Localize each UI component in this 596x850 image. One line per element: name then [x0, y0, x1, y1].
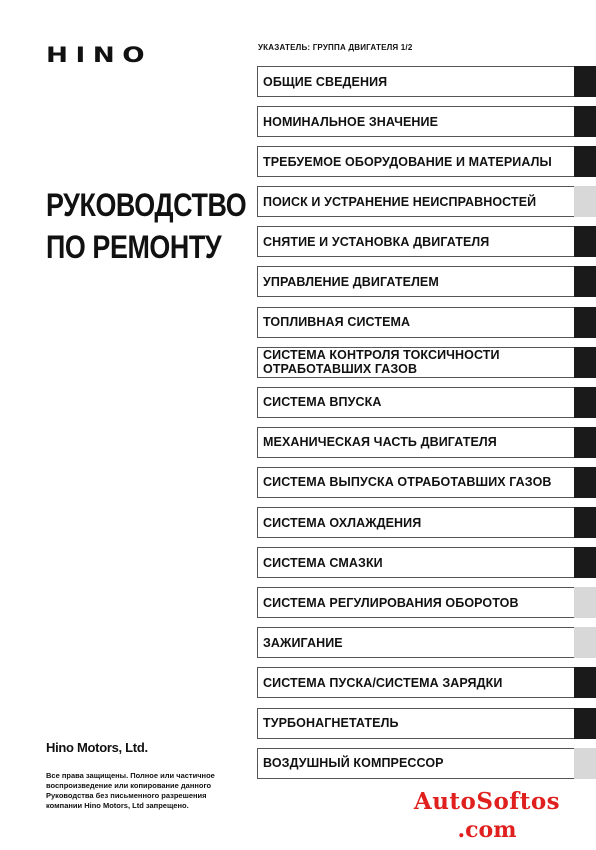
- section-tab-marker: [574, 106, 596, 137]
- copyright-notice: Все права защищены. Полное или частичное воспроизведение или копирование данного Руководства без письменного разрешения компании Hino Motors, Ltd запрещено.: [46, 771, 215, 810]
- toc-item-label: УПРАВЛЕНИЕ ДВИГАТЕЛЕМ: [263, 274, 439, 289]
- toc-item-label: ВОЗДУШНЫЙ КОМПРЕССОР: [263, 756, 444, 771]
- hino-logo: HINO: [46, 43, 153, 67]
- watermark-line2: .com: [457, 817, 517, 843]
- toc-item-label: ТРЕБУЕМОЕ ОБОРУДОВАНИЕ И МАТЕРИАЛЫ: [263, 154, 552, 169]
- manual-title-line1: РУКОВОДСТВО: [46, 187, 247, 223]
- section-tab-marker: [574, 186, 596, 217]
- toc-item-label: ОБЩИЕ СВЕДЕНИЯ: [263, 74, 388, 89]
- toc-item-label: МЕХАНИЧЕСКАЯ ЧАСТЬ ДВИГАТЕЛЯ: [263, 435, 497, 450]
- section-tab-marker: [574, 307, 596, 338]
- company-name: Hino Motors, Ltd.: [46, 740, 148, 755]
- toc-item-label: СИСТЕМА ПУСКА/СИСТЕМА ЗАРЯДКИ: [263, 675, 503, 690]
- toc-item-label: ТОПЛИВНАЯ СИСТЕМА: [263, 315, 411, 330]
- toc-item[interactable]: [257, 667, 596, 698]
- section-tab-marker: [574, 66, 596, 97]
- toc-item-label: ПОИСК И УСТРАНЕНИЕ НЕИСПРАВНОСТЕЙ: [263, 194, 537, 209]
- toc-item-label: НОМИНАЛЬНОЕ ЗНАЧЕНИЕ: [263, 114, 439, 129]
- section-tab-marker: [574, 748, 596, 779]
- toc-item[interactable]: [257, 186, 596, 217]
- manual-title: [46, 184, 246, 268]
- section-tab-marker: [574, 427, 596, 458]
- toc-item-label: СНЯТИЕ И УСТАНОВКА ДВИГАТЕЛЯ: [263, 234, 490, 249]
- toc-item[interactable]: [257, 146, 596, 177]
- section-tab-marker: [574, 467, 596, 498]
- section-tab-marker: [574, 547, 596, 578]
- toc-item-label: ЗАЖИГАНИЕ: [263, 635, 343, 650]
- watermark-line1: AutoSoftos: [413, 788, 561, 815]
- section-tab-marker: [574, 667, 596, 698]
- section-tab-marker: [574, 146, 596, 177]
- toc-item-label: СИСТЕМА ОХЛАЖДЕНИЯ: [263, 515, 422, 530]
- toc-item[interactable]: [257, 547, 596, 578]
- index-caption: УКАЗАТЕЛЬ: ГРУППА ДВИГАТЕЛЯ 1/2: [258, 43, 413, 52]
- section-tab-marker: [574, 627, 596, 658]
- toc-item[interactable]: [257, 507, 596, 538]
- section-tab-marker: [574, 507, 596, 538]
- toc-item[interactable]: [257, 748, 596, 779]
- watermark: [392, 788, 582, 844]
- toc-item-label: СИСТЕМА СМАЗКИ: [263, 555, 383, 570]
- toc-item[interactable]: [257, 387, 596, 418]
- toc-item-label: СИСТЕМА ВПУСКА: [263, 395, 382, 410]
- toc-item[interactable]: [257, 266, 596, 297]
- toc-item[interactable]: [257, 226, 596, 257]
- table-of-contents: [257, 66, 596, 788]
- toc-item-label: СИСТЕМА КОНТРОЛЯ ТОКСИЧНОСТИ ОТРАБОТАВШИХ ГАЗОВ: [263, 348, 500, 377]
- toc-item[interactable]: [257, 307, 596, 338]
- manual-title-line2: ПО РЕМОНТУ: [46, 229, 222, 265]
- toc-item[interactable]: [257, 587, 596, 618]
- section-tab-marker: [574, 347, 596, 378]
- section-tab-marker: [574, 587, 596, 618]
- toc-item[interactable]: [257, 627, 596, 658]
- toc-item[interactable]: [257, 347, 596, 378]
- toc-item[interactable]: [257, 66, 596, 97]
- section-tab-marker: [574, 387, 596, 418]
- toc-item-label: СИСТЕМА РЕГУЛИРОВАНИЯ ОБОРОТОВ: [263, 595, 519, 610]
- toc-item[interactable]: [257, 106, 596, 137]
- toc-item[interactable]: [257, 708, 596, 739]
- toc-item[interactable]: [257, 467, 596, 498]
- toc-item[interactable]: [257, 427, 596, 458]
- toc-item-label: ТУРБОНАГНЕТАТЕЛЬ: [263, 716, 399, 730]
- section-tab-marker: [574, 708, 596, 739]
- toc-item-label: СИСТЕМА ВЫПУСКА ОТРАБОТАВШИХ ГАЗОВ: [263, 475, 552, 490]
- section-tab-marker: [574, 266, 596, 297]
- section-tab-marker: [574, 226, 596, 257]
